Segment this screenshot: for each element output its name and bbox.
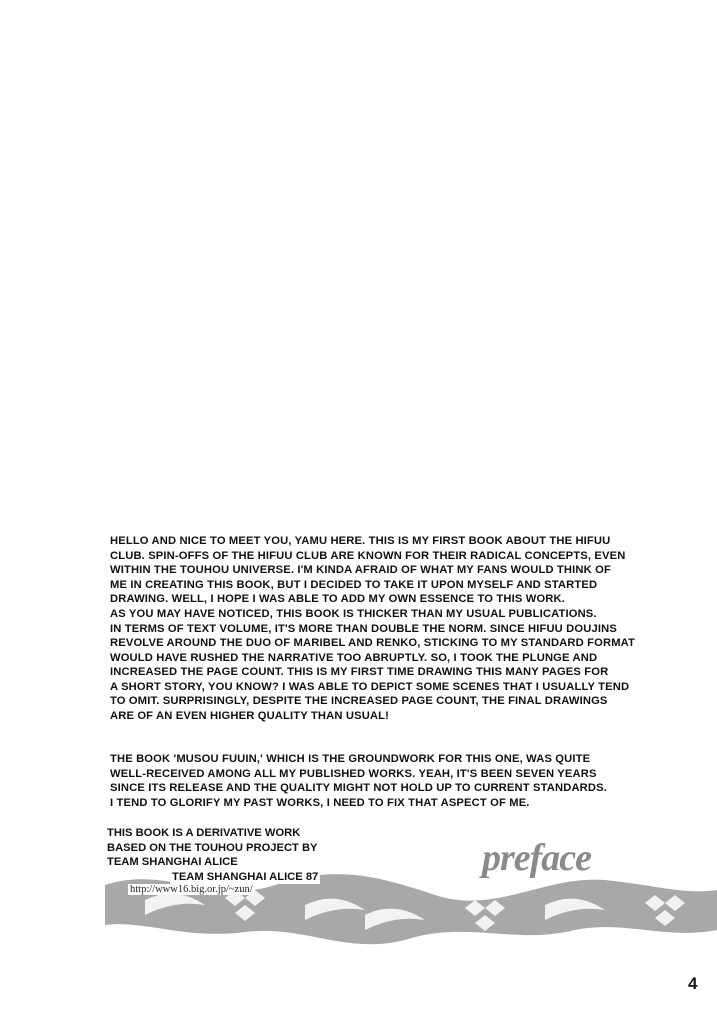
preface-line: THE BOOK 'MUSOU FUUIN,' WHICH IS THE GROUNDWORK FOR THIS ONE, WAS QUITE — [110, 753, 591, 765]
preface-line: TO OMIT. SURPRISINGLY, DESPITE THE INCREASED PAGE COUNT, THE FINAL DRAWINGS — [110, 695, 608, 707]
preface-line: WOULD HAVE RUSHED THE NARRATIVE TOO ABRUPTLY. SO, I TOOK THE PLUNGE AND — [110, 651, 598, 664]
preface-line: ME IN CREATING THIS BOOK, BUT I DECIDED TO TAKE IT UPON MYSELF AND STARTED — [110, 578, 598, 591]
preface-line: A SHORT STORY, YOU KNOW? I WAS ABLE TO DEPICT SOME SCENES THAT I USUALLY TEND — [110, 680, 630, 693]
preface-line: WITHIN THE TOUHOU UNIVERSE. I'M KINDA AFRAID OF WHAT MY FANS WOULD THINK OF — [110, 564, 611, 576]
section-title: preface — [482, 837, 592, 879]
preface-line: HELLO AND NICE TO MEET YOU, YAMU HERE. THIS IS MY FIRST BOOK ABOUT THE HIFUU — [110, 535, 611, 547]
credit-url: http://www16.big.or.jp/~zun/ — [130, 884, 253, 895]
preface-line: REVOLVE AROUND THE DUO OF MARIBEL AND RENKO, STICKING TO MY STANDARD FORMAT — [110, 637, 636, 649]
preface-line: INCREASED THE PAGE COUNT. THIS IS MY FIRST TIME DRAWING THIS MANY PAGES FOR — [110, 666, 609, 678]
credit-line: TEAM SHANGHAI ALICE — [107, 856, 238, 868]
preface-line: IN TERMS OF TEXT VOLUME, IT'S MORE THAN DOUBLE THE NORM. SINCE HIFUU DOUJINS — [110, 622, 617, 635]
preface-line: ARE OF AN EVEN HIGHER QUALITY THAN USUAL! — [110, 709, 390, 722]
credit-team: TEAM SHANGHAI ALICE 87 — [172, 871, 319, 883]
preface-line: AS YOU MAY HAVE NOTICED, THIS BOOK IS THICKER THAN MY USUAL PUBLICATIONS. — [110, 608, 597, 620]
preface-line: DRAWING. WELL, I HOPE I WAS ABLE TO ADD MY OWN ESSENCE TO THIS WORK. — [110, 593, 566, 605]
page-number: 4 — [688, 974, 698, 993]
credit-line: BASED ON THE TOUHOU PROJECT BY — [107, 842, 318, 854]
preface-line: WELL-RECEIVED AMONG ALL MY PUBLISHED WORKS. YEAH, IT'S BEEN SEVEN YEARS — [110, 767, 597, 780]
preface-line: I TEND TO GLORIFY MY PAST WORKS, I NEED TO FIX THAT ASPECT OF ME. — [110, 796, 530, 809]
preface-line: SINCE ITS RELEASE AND THE QUALITY MIGHT NOT HOLD UP TO CURRENT STANDARDS. — [110, 782, 608, 794]
credit-line: THIS BOOK IS A DERIVATIVE WORK — [107, 827, 301, 839]
preface-line: CLUB. SPIN-OFFS OF THE HIFUU CLUB ARE KNOWN FOR THEIR RADICAL CONCEPTS, EVEN — [110, 549, 626, 562]
